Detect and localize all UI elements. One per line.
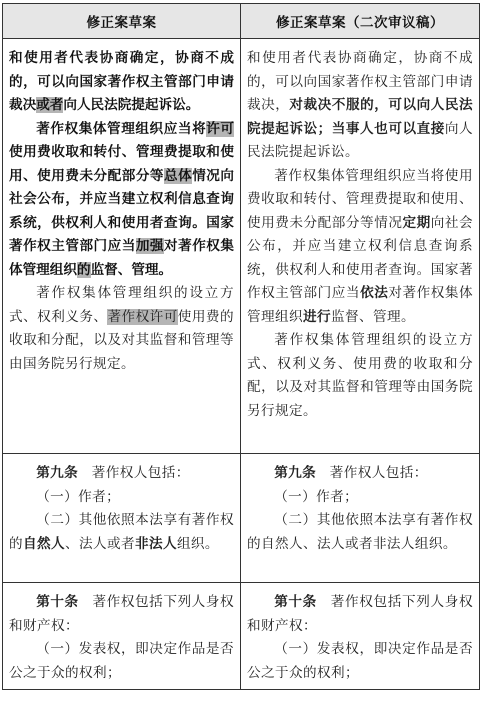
article-10-right-title: 第十条 bbox=[274, 594, 317, 610]
paragraph-s1-left-3 bbox=[9, 282, 234, 376]
article-10-left-intro-text: 著作权包括下列人身权和财产权： bbox=[9, 594, 235, 634]
article-9-left-intro-text: 著作权人包括： bbox=[91, 465, 190, 481]
article-10-right-intro bbox=[247, 591, 473, 638]
text-run: 对著作权集体管理组织 bbox=[247, 285, 473, 325]
article-9-right-item-1: （一）作者； bbox=[274, 488, 359, 505]
article-9-left-item-1: （一）作者； bbox=[36, 488, 121, 505]
header-left: 修正案草案 bbox=[3, 4, 241, 39]
cell-s1-left bbox=[3, 39, 240, 453]
article-10-left-item-1: （一）发表权，即决定作品是否公之于众的权利； bbox=[9, 641, 234, 681]
highlighted-text-run: 或者 bbox=[36, 97, 64, 113]
bold-text-run: 非法人 bbox=[134, 535, 177, 552]
cell-s3-left bbox=[3, 583, 240, 689]
row-section-3 bbox=[3, 583, 480, 690]
cell-s1-right bbox=[241, 39, 479, 453]
paragraph-s1-left-1 bbox=[9, 47, 234, 118]
cell-s2-left bbox=[3, 454, 240, 582]
cell-s3-right bbox=[241, 583, 479, 689]
bold-text-run: 著作权集体管理组织应当将 bbox=[36, 120, 207, 137]
row-section-2 bbox=[3, 454, 480, 583]
row-section-1 bbox=[3, 39, 480, 454]
paragraph-s1-right-1 bbox=[247, 47, 473, 165]
bold-text-run: 对著作权集体管理组织 bbox=[9, 238, 234, 278]
highlighted-text-run: 著作权许可 bbox=[107, 308, 178, 325]
header-right: 修正案草案（二次审议稿） bbox=[241, 4, 480, 39]
bold-text-run: 监督、管理。 bbox=[90, 261, 173, 278]
bold-text-run: 自然人 bbox=[23, 535, 65, 552]
highlighted-text-run: 总体 bbox=[164, 167, 193, 184]
bold-text-run: 定期 bbox=[402, 214, 431, 231]
text-run: （二）其他依照本法享有著作权的 bbox=[9, 512, 234, 552]
article-9-right-intro bbox=[247, 462, 473, 486]
bold-text-run: 依法 bbox=[360, 285, 389, 301]
bold-text-run: 情况向社会公布，并应当建立权利信息查询系统，供权利人和使用者查询。国家著作权主管部门应当 bbox=[9, 167, 234, 254]
header-row bbox=[3, 4, 480, 39]
text-run: 向人民法院提起诉讼。 bbox=[247, 120, 473, 160]
article-10-right-intro-text: 著作权包括下列人身权和财产权： bbox=[247, 594, 474, 634]
highlighted-text-run: 许可 bbox=[206, 120, 235, 137]
text-run: 和使用者代表协商确定，协商不成的，可以向国家著作权主管部门申请裁决， bbox=[247, 50, 473, 113]
highlighted-text-run: 加强 bbox=[135, 238, 165, 254]
text-run: 著作权集体管理组织的设立方式、权利义务、使用费的收取和分配，以及对其监督和管理等由国务院另行规定。 bbox=[247, 332, 473, 419]
bold-text-run: 和使用者代表协商确定，协商不成的，可以向国家著作权主管部门申请裁决 bbox=[9, 50, 234, 113]
article-9-left-title: 第九条 bbox=[36, 465, 79, 481]
highlighted-text-run: 的 bbox=[76, 261, 91, 278]
bold-text-run: 对裁决不服的，可以向人民法院提起诉讼；当事人也可以直接 bbox=[247, 97, 473, 137]
text-run: 监督、管理。 bbox=[330, 308, 415, 325]
article-9-right-intro-text: 著作权人包括： bbox=[329, 465, 428, 481]
bold-text-run: 向人民法院提起诉讼。 bbox=[63, 97, 200, 113]
paragraph-s1-right-2 bbox=[247, 165, 473, 330]
comparison-table bbox=[2, 3, 480, 690]
text-run: 著作权集体管理组织的设立方式、权利义务、 bbox=[9, 285, 234, 325]
article-9-left-intro bbox=[9, 462, 234, 486]
article-10-left-title: 第十条 bbox=[36, 594, 79, 610]
article-10-left-intro bbox=[9, 591, 234, 638]
text-run: 著作权集体管理组织应当将使用费收取和转付、管理费提取和使用、使用费未分配部分等情况 bbox=[247, 167, 473, 231]
paragraph-s1-right-3 bbox=[247, 329, 473, 423]
article-9-right-title: 第九条 bbox=[274, 465, 317, 481]
text-run: 、法人或者 bbox=[64, 535, 135, 552]
article-10-right-item-1: （一）发表权，即决定作品是否公之于众的权利； bbox=[247, 641, 473, 681]
article-9-right-item-2: （二）其他依照本法享有著作权的自然人、法人或者非法人组织。 bbox=[247, 512, 473, 552]
cell-s2-right bbox=[241, 454, 479, 582]
text-run: 使用费的收取和分配，以及对其监督和管理等由国务院另行规定。 bbox=[9, 308, 234, 372]
text-run: 向社会公布，并应当建立权利信息查询系统，供权利人和使用者查询。国家著作权主管部门应当 bbox=[247, 214, 473, 301]
paragraph-s1-left-2 bbox=[9, 118, 234, 283]
article-9-left-item-2 bbox=[9, 509, 234, 556]
bold-text-run: 使用费收取和转付、管理费提取和使用、使用费未分配部分等 bbox=[9, 144, 234, 184]
text-run: 组织。 bbox=[176, 535, 219, 552]
bold-text-run: 进行 bbox=[302, 308, 331, 325]
